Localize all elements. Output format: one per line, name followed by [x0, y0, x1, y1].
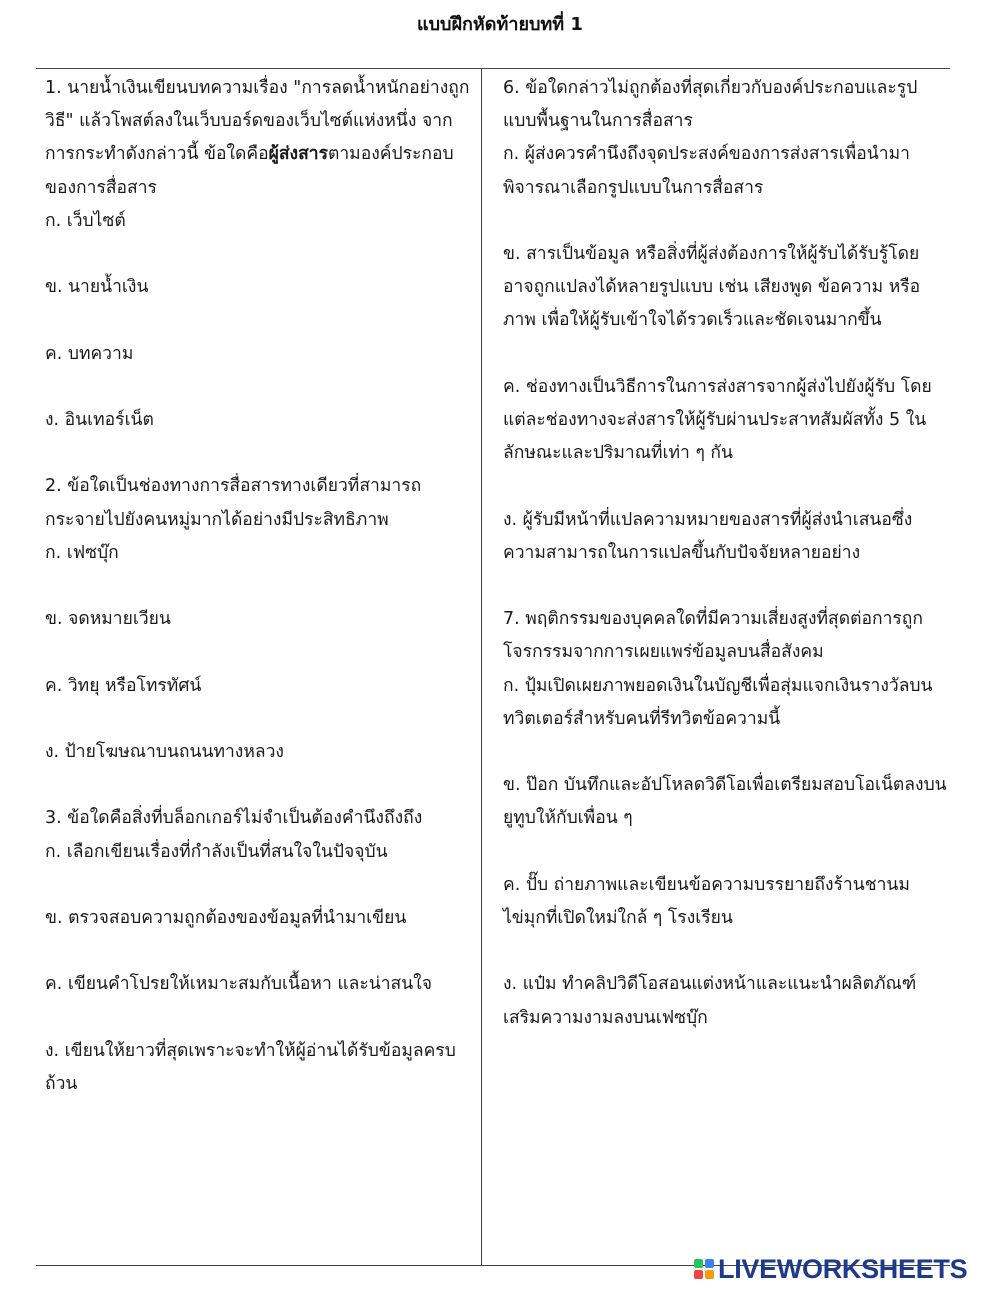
q7-option-b[interactable]: ข. ป๊อก บันทึกและอัปโหลดวิดีโอเพื่อเตรียมสอบโอเน็ตลงบนยูทูบให้กับเพื่อน ๆ [503, 775, 947, 829]
q7-option-d[interactable]: ง. แป๋ม ทำคลิปวิดีโอสอนแต่งหน้าและแนะนำผลิตภัณฑ์เสริมความงามลงบนเฟซบุ๊ก [503, 974, 917, 1028]
page-title: แบบฝึกหัดท้ายบทที่ 1 [417, 14, 583, 35]
question-3: 3. ข้อใดคือสิ่งที่บล็อกเกอร์ไม่จำเป็นต้องคำนึงถึงถึง [45, 808, 423, 829]
left-column [45, 72, 479, 1101]
q3-option-a[interactable]: ก. เลือกเขียนเรื่องที่กำลังเป็นที่สนใจในปัจจุบัน [45, 841, 388, 862]
question-7: 7. พฤติกรรมของบุคคลใดที่มีความเสี่ยงสูงที่สุดต่อการถูกโจรกรรมจากการเผยแพร่ข้อมูลบนสื่อสังคม [503, 609, 923, 663]
q7-option-c[interactable]: ค. ปั๊บ ถ่ายภาพและเขียนข้อความบรรยายถึงร้านชานมไข่มุกที่เปิดใหม่ใกล้ ๆ โรงเรียน [503, 874, 910, 928]
question-2: 2. ข้อใดเป็นช่องทางการสื่อสารทางเดียวที่สามารถกระจายไปยังคนหมู่มากได้อย่างมีประสิทธิภาพ [45, 476, 422, 530]
q7-option-a[interactable]: ก. ปุ้มเปิดเผยภาพยอดเงินในบัญชีเพื่อสุ่มแจกเงินรางวัลบนทวิตเตอร์สำหรับคนที่รีทวิตข้อความนี้ [503, 675, 933, 729]
logo-square-v [694, 1270, 703, 1279]
question-1: 1. นายน้ำเงินเขียนบทความเรื่อง "การลดน้ำหนักอย่างถูกวิธี" แล้วโพสต์ลงในเว็บบอร์ดของเว็บไซต์แห่งหนึ่ง จากการกระทำดังกล่าวนี้ ข้อใดคือผู้ส่งสารตามองค์ประกอบของการสื่อสาร [45, 78, 470, 198]
q1-option-c[interactable]: ค. บทความ [45, 343, 134, 364]
q6-option-c[interactable]: ค. ช่องทางเป็นวิธีการในการส่งสารจากผู้ส่งไปยังผู้รับ โดยแต่ละช่องทางจะส่งสารให้ผู้รับผ่านประสาทสัมผัสทั้ง 5 ในลักษณะและปริมาณที่เท่า ๆ กัน [503, 376, 932, 464]
q6-option-a[interactable]: ก. ผู้ส่งควรคำนึงถึงจุดประสงค์ของการส่งสารเพื่อนำมาพิจารณาเลือกรูปแบบในการสื่อสาร [503, 144, 910, 198]
right-column [503, 72, 948, 1035]
q2-option-d[interactable]: ง. ป้ายโฆษณาบนถนนทางหลวง [45, 741, 284, 762]
q3-option-b[interactable]: ข. ตรวจสอบความถูกต้องของข้อมูลที่นำมาเขียน [45, 907, 407, 928]
liveworksheets-logo [694, 1255, 967, 1283]
q2-option-b[interactable]: ข. จดหมายเวียน [45, 609, 171, 630]
q1-option-d[interactable]: ง. อินเทอร์เน็ต [45, 409, 154, 430]
q1-option-a[interactable]: ก. เว็บไซต์ [45, 210, 126, 231]
question-6: 6. ข้อใดกล่าวไม่ถูกต้องที่สุดเกี่ยวกับองค์ประกอบและรูปแบบพื้นฐานในการสื่อสาร [503, 78, 918, 132]
question-1-bold-term: ผู้ส่งสาร [268, 144, 328, 165]
q3-option-c[interactable]: ค. เขียนคำโปรยให้เหมาะสมกับเนื้อหา และน่าสนใจ [45, 974, 432, 995]
top-divider [36, 68, 950, 69]
q3-option-d[interactable]: ง. เขียนให้ยาวที่สุดเพราะจะทำให้ผู้อ่านได้รับข้อมูลครบถ้วน [45, 1040, 456, 1094]
logo-square-i [705, 1259, 714, 1268]
q1-option-b[interactable]: ข. นายน้ำเงิน [45, 277, 149, 298]
column-divider [481, 68, 482, 1266]
logo-square-l [694, 1259, 703, 1268]
liveworksheets-logo-icon [694, 1259, 714, 1279]
logo-text: LIVEWORKSHEETS [718, 1253, 968, 1284]
logo-square-e [705, 1270, 714, 1279]
q2-option-c[interactable]: ค. วิทยุ หรือโทรทัศน์ [45, 675, 202, 696]
q2-option-a[interactable]: ก. เฟซบุ๊ก [45, 542, 119, 563]
q6-option-b[interactable]: ข. สารเป็นข้อมูล หรือสิ่งที่ผู้ส่งต้องการให้ผู้รับได้รับรู้โดยอาจถูกแปลงได้หลายรูปแบบ เช่น เสียงพูด ข้อความ หรือภาพ เพื่อให้ผู้รับเข้าใจได้รวดเร็วและชัดเจนมากขึ้น [503, 244, 921, 331]
q6-option-d[interactable]: ง. ผู้รับมีหน้าที่แปลความหมายของสารที่ผู้ส่งนำเสนอซึ่งความสามารถในการแปลขึ้นกับปัจจัยหลายอย่าง [503, 509, 913, 563]
